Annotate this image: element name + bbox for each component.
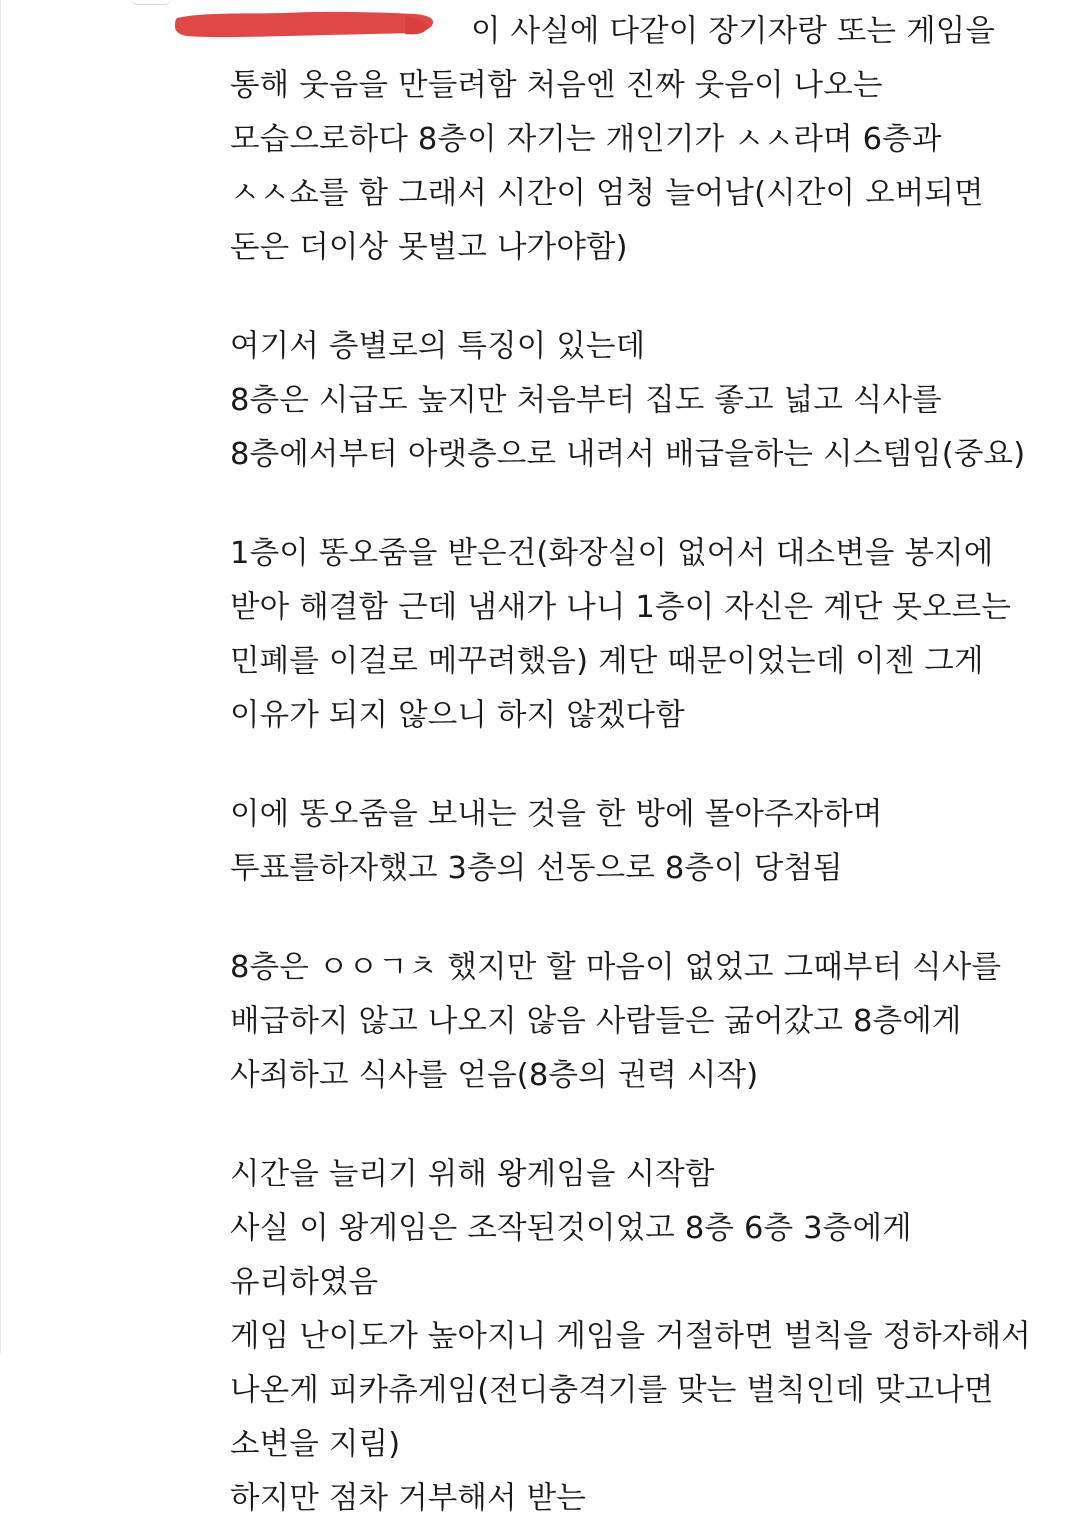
text-line: 투표를하자했고 3층의 선동으로 8층이 당첨됨 — [230, 851, 843, 886]
text-line: 게임 난이도가 높아지니 게임을 거절하면 벌칙을 정하자해서 — [230, 1319, 1031, 1354]
text-line: 하지만 점차 거부해서 받는 — [230, 1481, 586, 1516]
text-line: 사실 이 왕게임은 조작된것이었고 8층 6층 3층에게 — [230, 1211, 912, 1246]
text-line: 받아 해결함 근데 냄새가 나니 1층이 자신은 계단 못오르는 — [230, 590, 1012, 625]
text-line: 이유가 되지 않으니 하지 않겠다함 — [230, 698, 685, 733]
text-line: 나온게 피카츄게임(전디충격기를 맞는 벌칙인데 맞고나면 — [230, 1373, 994, 1408]
text-line: 민폐를 이걸로 메꾸려했음) 계단 때문이었는데 이젠 그게 — [230, 644, 984, 679]
text-line: 시간을 늘리기 위해 왕게임을 시작함 — [230, 1157, 715, 1192]
text-line: 이 사실에 다같이 장기자랑 또는 게임을 — [471, 14, 996, 49]
paragraph-gap — [230, 743, 1030, 788]
paragraph-gap — [230, 482, 1030, 527]
text-line: 배급하지 않고 나오지 않음 사람들은 굶어갔고 8층에게 — [230, 1004, 962, 1039]
text-line: 소변을 지림) — [230, 1427, 401, 1462]
text-line: 1층이 똥오줌을 받은건(화장실이 없어서 대소변을 봉지에 — [230, 536, 994, 571]
page-top-edge — [131, 0, 171, 5]
paragraph-gap — [230, 1103, 1030, 1148]
text-line: 8층은 ㅇㅇㄱㅊ 했지만 할 마음이 없었고 그때부터 식사를 — [230, 950, 1002, 985]
post-body — [230, 5, 1030, 1526]
text-line: 돈은 더이상 못벌고 나가야함) — [230, 230, 628, 265]
text-line: 통해 웃음을 만들려함 처음엔 진짜 웃음이 나오는 — [230, 68, 883, 103]
text-line: 여기서 층별로의 특징이 있는데 — [230, 329, 646, 364]
paragraph-gap — [230, 275, 1030, 320]
text-line: 8층에서부터 아랫층으로 내려서 배급을하는 시스템임(중요) — [230, 437, 1026, 472]
text-line: 이에 똥오줌을 보내는 것을 한 방에 몰아주자하며 — [230, 797, 883, 832]
text-line: 유리하였음 — [230, 1265, 379, 1300]
text-line: 모습으로하다 8층이 자기는 개인기가 ㅅㅅ라며 6층과 — [230, 122, 942, 157]
text-line: 8층은 시급도 높지만 처음부터 집도 좋고 넓고 식사를 — [230, 383, 942, 418]
text-line: 사죄하고 식사를 얻음(8층의 권력 시작) — [230, 1058, 759, 1093]
text-line: ㅅㅅ쇼를 함 그래서 시간이 엄청 늘어남(시간이 오버되면 — [230, 176, 984, 211]
paragraph-gap — [230, 896, 1030, 941]
